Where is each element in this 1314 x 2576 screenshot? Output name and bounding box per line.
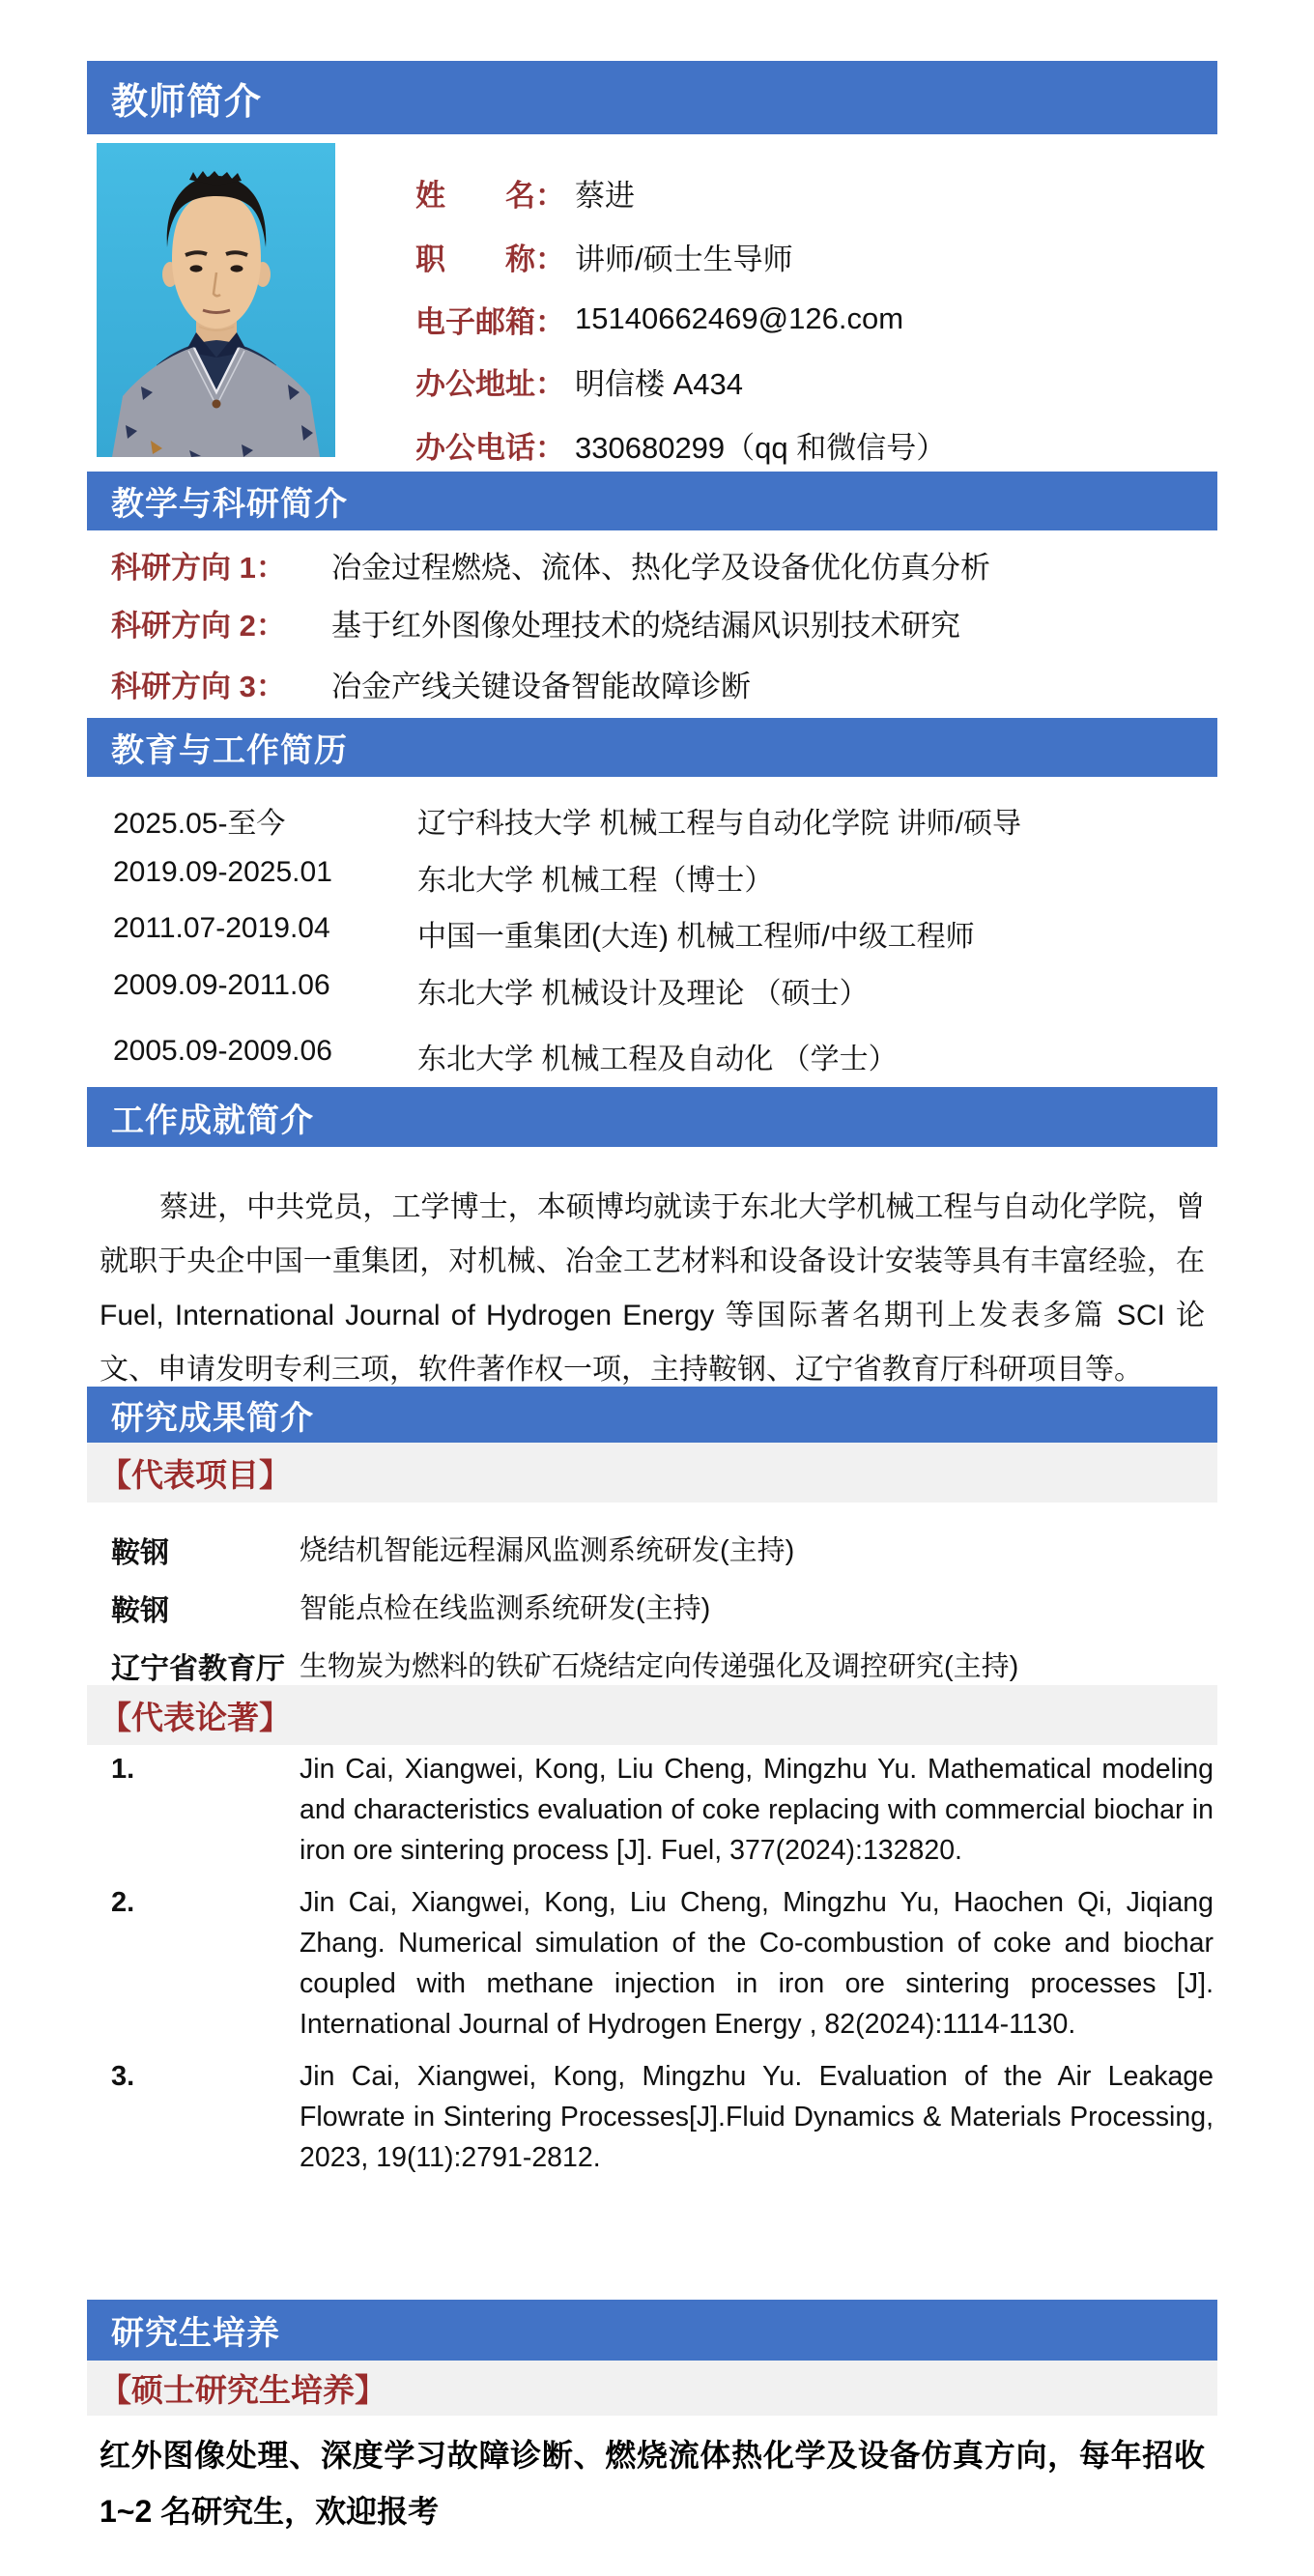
field-office-address xyxy=(415,359,743,402)
field-title-label: 职 称： xyxy=(415,242,565,276)
project-2-funder: 鞍钢 xyxy=(111,1595,169,1627)
research-direction-2-text: 基于红外图像处理技术的烧结漏风识别技术研究 xyxy=(331,609,960,643)
research-direction-2 xyxy=(87,601,1217,645)
publication-item-3 xyxy=(87,2056,1217,2178)
section-title: 研究生培养 xyxy=(111,2315,280,2352)
career-item-5-detail: 东北大学 机械工程及自动化 （学士） xyxy=(417,1044,898,1075)
career-item-2-detail: 东北大学 机械工程（博士） xyxy=(417,865,774,897)
publication-2-number: 2. xyxy=(111,1887,135,1918)
section-title: 教育与工作简历 xyxy=(111,732,348,769)
career-item-4 xyxy=(87,969,1217,1012)
field-title-value: 讲师/硕士生导师 xyxy=(575,242,793,276)
career-item-5 xyxy=(87,1035,1217,1077)
research-direction-3 xyxy=(87,662,1217,706)
project-item-3 xyxy=(87,1645,1217,1687)
project-item-1 xyxy=(87,1529,1217,1571)
project-1-funder: 鞍钢 xyxy=(111,1537,169,1569)
career-item-1-detail: 辽宁科技大学 机械工程与自动化学院 讲师/硕导 xyxy=(417,808,1022,840)
section-bar-achievements xyxy=(87,1087,1217,1147)
field-office-phone xyxy=(415,423,946,466)
career-item-3 xyxy=(87,912,1217,955)
section-bar-graduate-training xyxy=(87,2300,1217,2361)
research-direction-2-label: 科研方向 2： xyxy=(111,609,286,643)
section-bar-education-career xyxy=(87,718,1217,777)
career-item-3-detail: 中国一重集团(大连) 机械工程师/中级工程师 xyxy=(417,921,975,953)
research-direction-1-label: 科研方向 1： xyxy=(111,551,286,585)
teacher-photo-graphic xyxy=(97,143,335,457)
field-email xyxy=(415,298,903,340)
subheader-representative-projects xyxy=(87,1443,1217,1503)
subheader-text: 【代表项目】 xyxy=(100,1456,291,1493)
subheader-representative-papers xyxy=(87,1685,1217,1745)
career-item-3-period: 2011.07-2019.04 xyxy=(113,912,330,944)
field-email-label: 电子邮箱： xyxy=(415,304,565,339)
project-item-2 xyxy=(87,1587,1217,1629)
career-item-1 xyxy=(87,799,1217,842)
field-name-value: 蔡进 xyxy=(575,178,635,213)
career-item-4-detail: 东北大学 机械设计及理论 （硕士） xyxy=(417,978,869,1010)
publication-item-1 xyxy=(87,1749,1217,1871)
subheader-text: 【硕士研究生培养】 xyxy=(100,2372,386,2408)
field-office-phone-label: 办公电话： xyxy=(415,430,565,465)
research-direction-3-label: 科研方向 3： xyxy=(111,670,286,703)
project-3-funder: 辽宁省教育厅 xyxy=(111,1653,285,1685)
publication-1-number: 1. xyxy=(111,1754,135,1785)
publication-item-2 xyxy=(87,1882,1217,2045)
section-bar-teaching-research xyxy=(87,472,1217,530)
research-direction-3-text: 冶金产线关键设备智能故障诊断 xyxy=(331,670,751,703)
project-3-name: 生物炭为燃料的铁矿石烧结定向传递强化及调控研究(主持) xyxy=(300,1651,1019,1682)
field-name xyxy=(415,171,635,214)
publication-2-citation: Jin Cai, Xiangwei, Kong, Liu Cheng, Mingzhu Yu, Haochen Qi, Jiqiang Zhang. Numerical simulation of the Co-combustion of coke and biochar coupled with methane injection in iron ore sintering processes [J]. International Journal of Hydrogen Energy , 82(2024):1114-1130. xyxy=(300,1887,1214,2040)
section-bar-research-results xyxy=(87,1387,1217,1443)
subheader-master-training xyxy=(87,2361,1217,2416)
section-title: 教学与科研简介 xyxy=(111,486,348,523)
section-bar-teacher-intro xyxy=(87,61,1217,134)
career-item-2 xyxy=(87,856,1217,899)
field-office-address-value: 明信楼 A434 xyxy=(575,366,744,401)
recruitment-text: 红外图像处理、深度学习故障诊断、燃烧流体热化学及设备仿真方向，每年招收 1~2 名研究生，欢迎报考 xyxy=(100,2438,1205,2529)
career-item-5-period: 2005.09-2009.06 xyxy=(113,1035,332,1067)
field-office-phone-value: 330680299（qq 和微信号） xyxy=(575,430,947,465)
career-item-2-period: 2019.09-2025.01 xyxy=(113,856,332,888)
field-email-value: 15140662469@126.com xyxy=(575,301,904,335)
field-title xyxy=(415,235,793,277)
subheader-text: 【代表论著】 xyxy=(100,1699,291,1735)
research-direction-1 xyxy=(87,543,1217,587)
teacher-photo xyxy=(97,143,335,457)
profile-fields xyxy=(415,143,1150,467)
section-title: 工作成就简介 xyxy=(111,1102,314,1139)
field-office-address-label: 办公地址： xyxy=(415,366,565,401)
publications-list xyxy=(87,1749,1217,2190)
publication-1-citation: Jin Cai, Xiangwei, Kong, Liu Cheng, Mingzhu Yu. Mathematical modeling and characteristics evaluation of coke replacing with commercial biochar in iron ore sintering process [J]. Fuel, 377(2024):132820. xyxy=(300,1754,1214,1866)
achievement-paragraph: 蔡进，中共党员，工学博士，本硕博均就读于东北大学机械工程与自动化学院，曾就职于央企中国一重集团，对机械、冶金工艺材料和设备设计安装等具有丰富经验，在 Fuel, International Journal of Hydrogen Energy 等国际著名期刊上发表多篇 SCI 论文、申请发明专利三项，软件著作权一项，主持鞍钢、辽宁省教育厅科研项目等。 xyxy=(100,1191,1205,1386)
project-1-name: 烧结机智能远程漏风监测系统研发(主持) xyxy=(300,1535,795,1566)
section-title: 教师简介 xyxy=(111,81,263,123)
publication-3-number: 3. xyxy=(111,2061,135,2092)
research-direction-1-text: 冶金过程燃烧、流体、热化学及设备优化仿真分析 xyxy=(331,551,990,585)
career-item-4-period: 2009.09-2011.06 xyxy=(113,969,330,1001)
section-title: 研究成果简介 xyxy=(111,1399,314,1437)
field-name-label: 姓 名： xyxy=(415,178,565,213)
project-2-name: 智能点检在线监测系统研发(主持) xyxy=(300,1593,711,1624)
career-item-1-period: 2025.05-至今 xyxy=(113,808,286,840)
publication-3-citation: Jin Cai, Xiangwei, Kong, Mingzhu Yu. Evaluation of the Air Leakage Flowrate in Sintering Processes[J].Fluid Dynamics & Materials Processing, 2023, 19(11):2791-2812. xyxy=(300,2061,1214,2173)
